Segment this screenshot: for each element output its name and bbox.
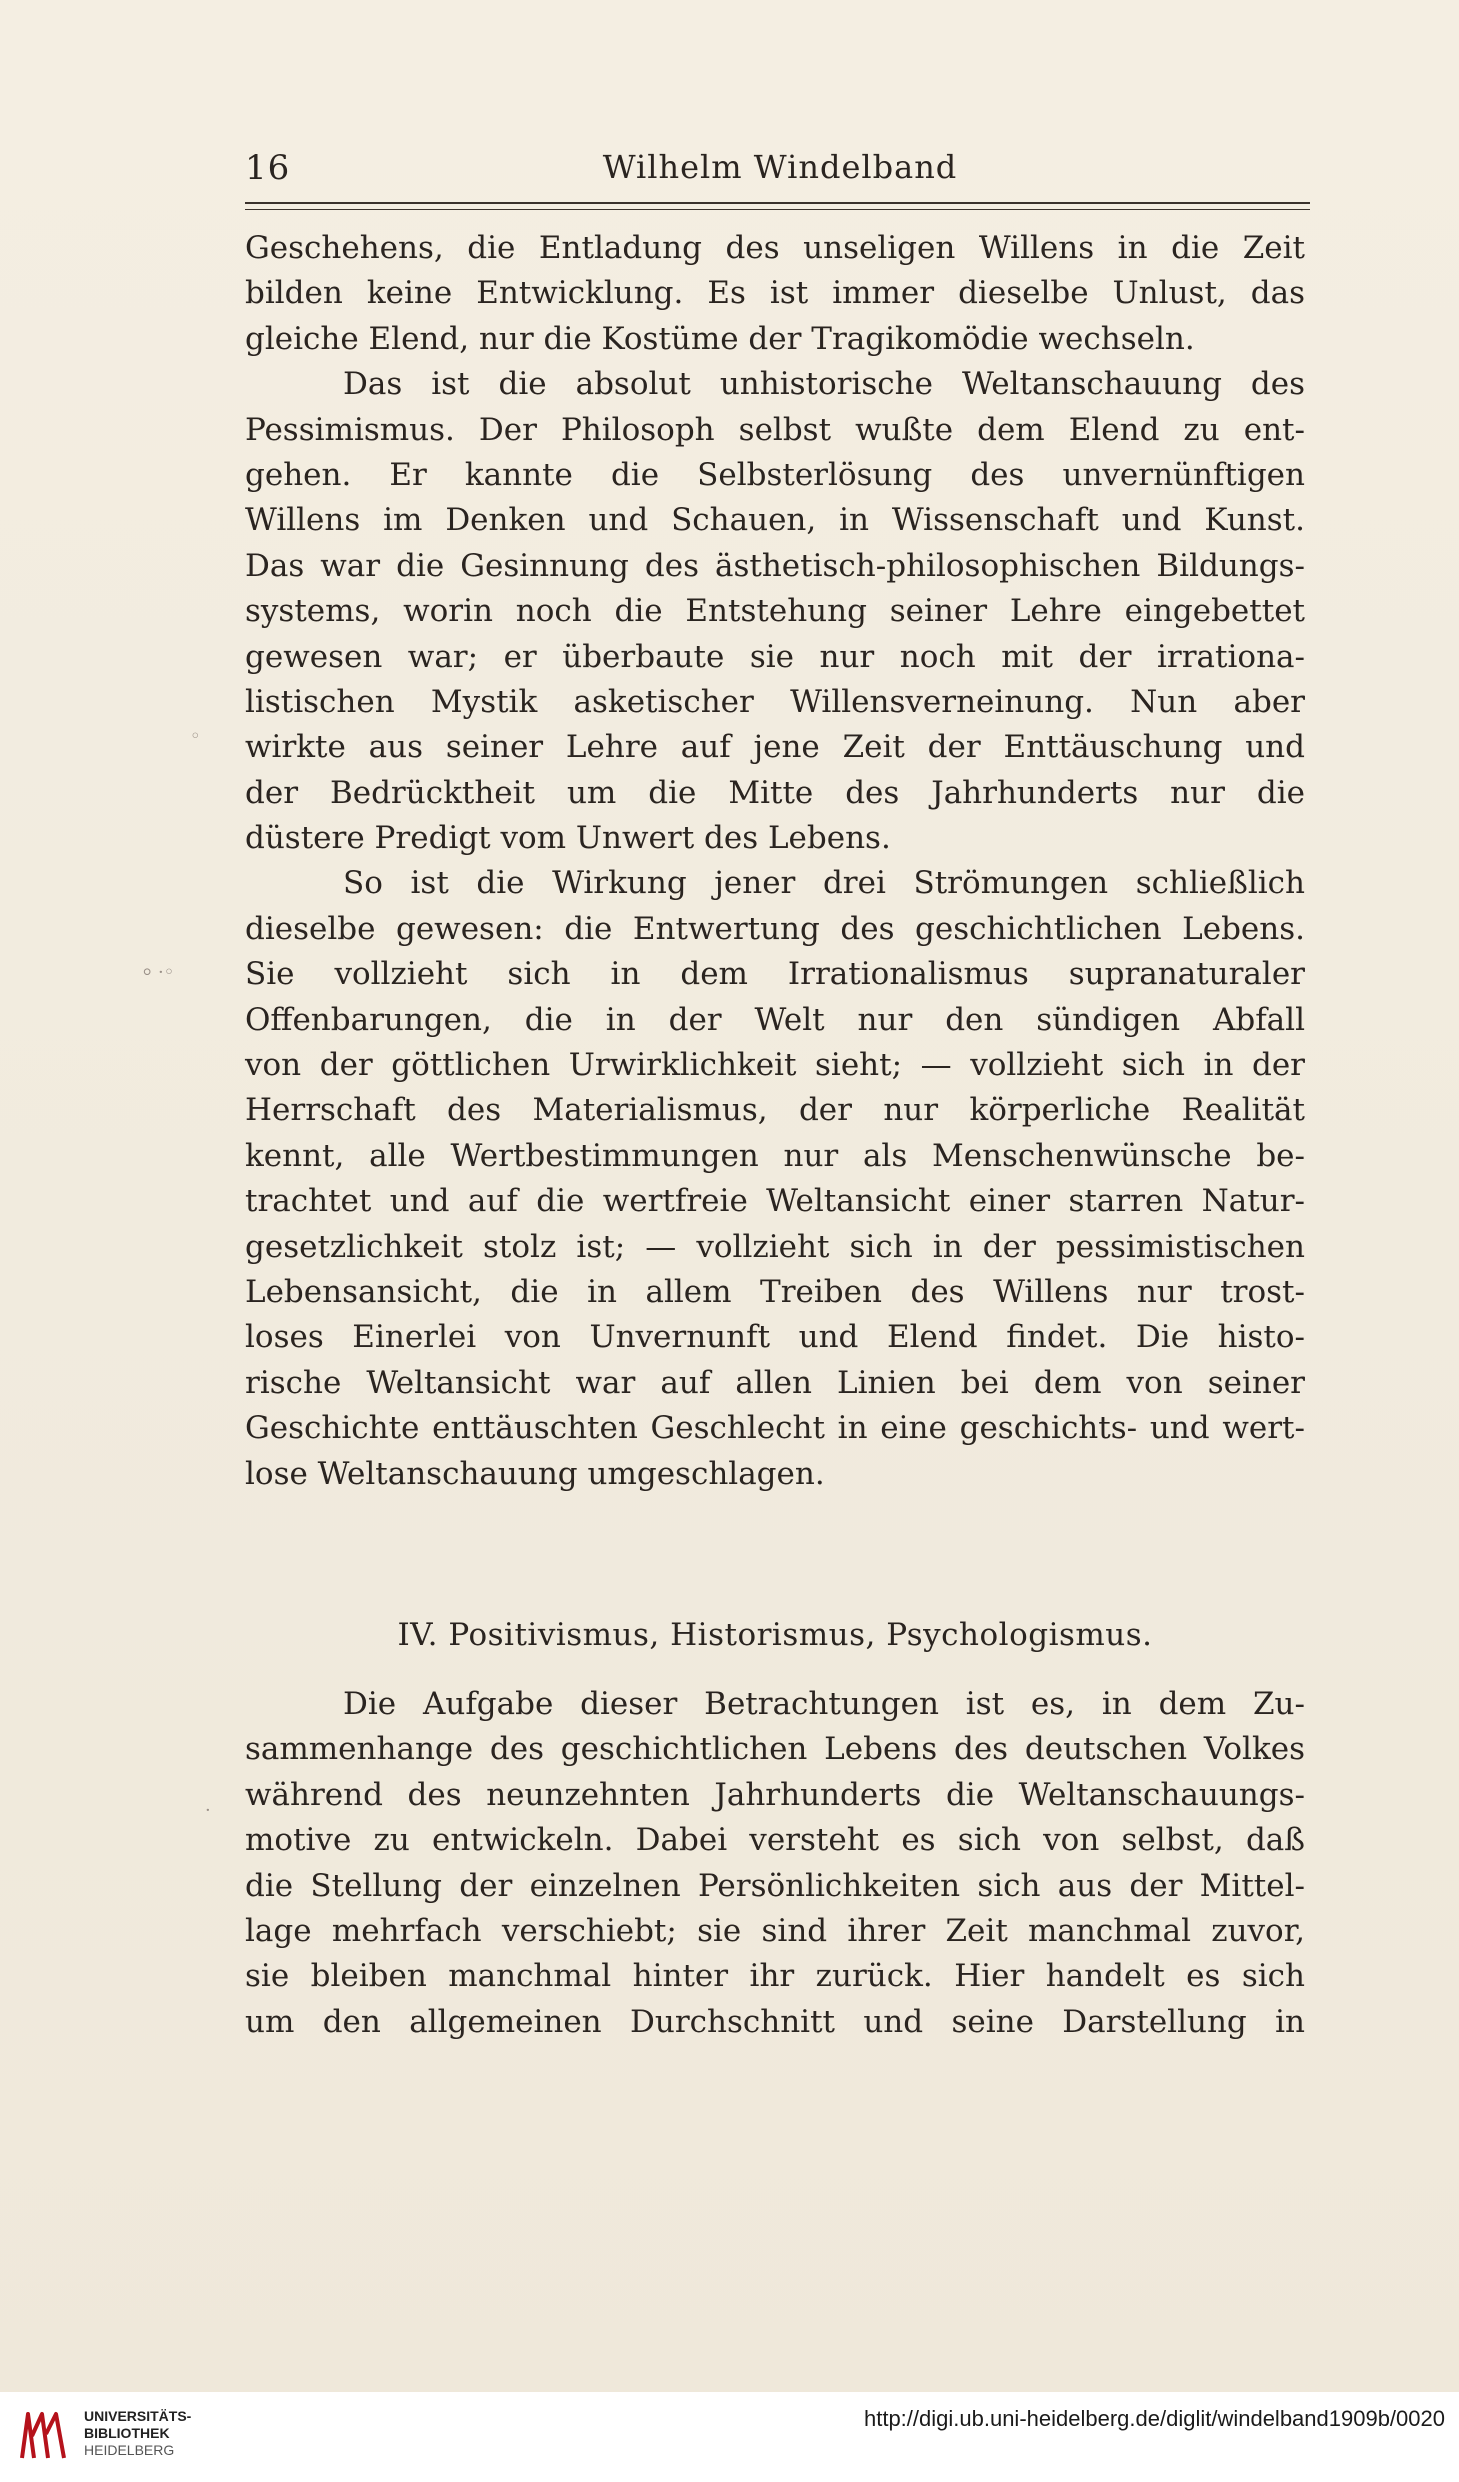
page-number: 16	[245, 148, 291, 188]
margin-mark: ⸰ ·◦	[142, 962, 175, 983]
text-line: gleiche Elend, nur die Kostüme der Tragikomödie wechseln.	[245, 320, 1195, 357]
header-rule	[245, 202, 1310, 204]
body-text-bottom	[245, 1682, 1305, 2045]
text-line: Pessimismus. Der Philosoph selbst wußte dem Elend zu ent-	[245, 411, 1305, 448]
text-line: bilden keine Entwicklung. Es ist immer dieselbe Unlust, das	[245, 275, 1305, 312]
text-line: dieselbe gewesen: die Entwertung des geschichtlichen Lebens.	[245, 910, 1305, 947]
page-header	[245, 148, 1315, 198]
text-line: von der göttlichen Urwirklichkeit sieht; — vollzieht sich in der	[245, 1047, 1305, 1084]
library-name-line: BIBLIOTHEK	[84, 2425, 170, 2441]
footer-bar	[0, 2392, 1459, 2482]
section-heading: IV. Positivismus, Historismus, Psychologismus.	[397, 1617, 1153, 1653]
text-line: Offenbarungen, die in der Welt nur den sündigen Abfall	[245, 1001, 1305, 1038]
text-line: der Bedrücktheit um die Mitte des Jahrhunderts nur die	[245, 774, 1305, 811]
text-line: loses Einerlei von Unvernunft und Elend findet. Die histo-	[245, 1319, 1305, 1356]
text-line: Das war die Gesinnung des ästhetisch-philosophischen Bildungs-	[245, 547, 1305, 584]
library-name	[84, 2408, 191, 2459]
text-line: rische Weltansicht war auf allen Linien bei dem von seiner	[245, 1364, 1305, 1401]
text-line: Lebensansicht, die in allem Treiben des Willens nur trost-	[245, 1273, 1305, 1310]
text-line: systems, worin noch die Entstehung seiner Lehre eingebettet	[245, 593, 1305, 630]
text-line: motive zu entwickeln. Dabei versteht es sich von selbst, daß	[245, 1822, 1305, 1859]
text-line: gewesen war; er überbaute sie nur noch mit der irrationa-	[245, 638, 1305, 675]
running-head: Wilhelm Windelband	[602, 148, 958, 186]
text-line: während des neunzehnten Jahrhunderts die Weltanschauungs-	[245, 1776, 1305, 1813]
text-line: gesetzlichkeit stolz ist; — vollzieht sich in der pessimistischen	[245, 1228, 1305, 1265]
text-line: wirkte aus seiner Lehre auf jene Zeit der Enttäuschung und	[245, 729, 1305, 766]
text-line: Willens im Denken und Schauen, in Wissenschaft und Kunst.	[245, 502, 1305, 539]
text-line: um den allgemeinen Durchschnitt und seine Darstellung in	[245, 2003, 1305, 2040]
text-line: trachtet und auf die wertfreie Weltansicht einer starren Natur-	[245, 1183, 1305, 1220]
text-line: kennt, alle Wertbestimmungen nur als Menschenwünsche be-	[245, 1137, 1305, 1174]
margin-mark: ◦	[190, 726, 201, 747]
body-text-top	[245, 226, 1305, 1497]
text-line: So ist die Wirkung jener drei Strömungen schließlich	[343, 865, 1305, 902]
text-line: gehen. Er kannte die Selbsterlösung des unvernünftigen	[245, 456, 1305, 493]
text-line: sie bleiben manchmal hinter ihr zurück. Hier handelt es sich	[245, 1958, 1305, 1995]
margin-mark: ·	[205, 1800, 211, 1821]
library-logo-icon	[14, 2406, 74, 2466]
text-line: lose Weltanschauung umgeschlagen.	[245, 1455, 825, 1492]
text-line: sammenhange des geschichtlichen Lebens des deutschen Volkes	[245, 1731, 1305, 1768]
source-url-link[interactable]: http://digi.ub.uni-heidelberg.de/diglit/windelband1909b/0020	[863, 2406, 1445, 2431]
text-line: Geschichte enttäuschten Geschlecht in eine geschichts- und wert-	[245, 1410, 1305, 1447]
header-rule-thin	[245, 209, 1310, 210]
text-line: Das ist die absolut unhistorische Weltanschauung des	[343, 366, 1305, 403]
text-line: die Stellung der einzelnen Persönlichkeiten sich aus der Mittel-	[245, 1867, 1305, 1904]
text-line: lage mehrfach verschiebt; sie sind ihrer Zeit manchmal zuvor,	[245, 1912, 1305, 1949]
library-name-line: HEIDELBERG	[84, 2442, 175, 2458]
text-line: Herrschaft des Materialismus, der nur körperliche Realität	[245, 1092, 1305, 1129]
text-line: Die Aufgabe dieser Betrachtungen ist es, in dem Zu-	[343, 1686, 1305, 1722]
text-line: Sie vollzieht sich in dem Irrationalismus supranaturaler	[245, 956, 1305, 993]
text-line: listischen Mystik asketischer Willensverneinung. Nun aber	[245, 683, 1305, 720]
text-line: düstere Predigt vom Unwert des Lebens.	[245, 820, 891, 857]
library-name-line: UNIVERSITÄTS-	[84, 2408, 192, 2424]
text-line: Geschehens, die Entladung des unseligen Willens in die Zeit	[245, 230, 1305, 266]
